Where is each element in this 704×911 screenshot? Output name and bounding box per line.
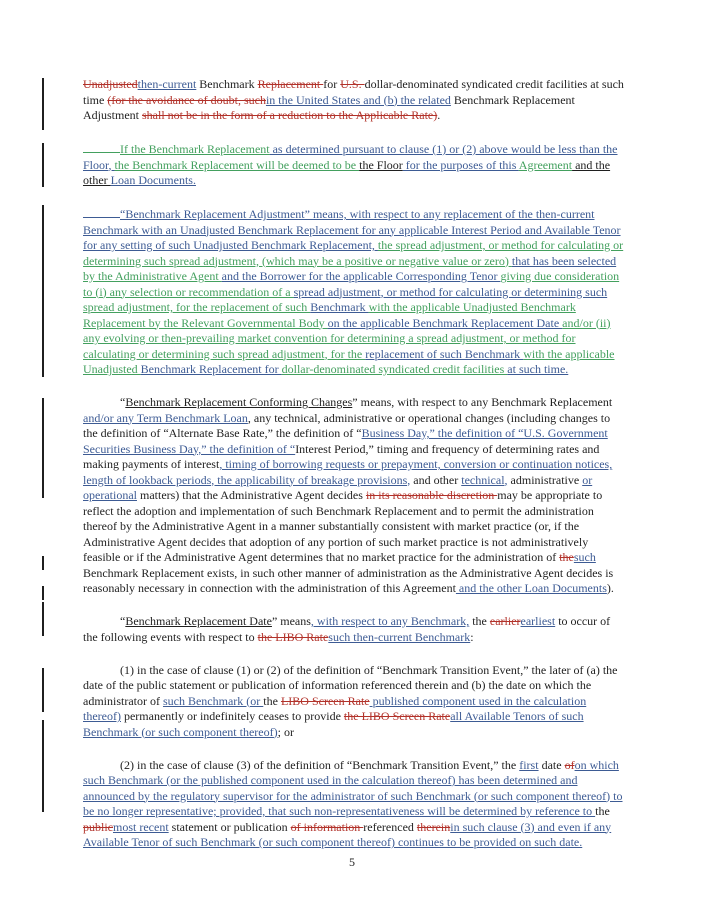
inserted-text-blue: in such clause (3) and even if any Available Tenor of such Benchmark (or such component thereof) continues to be provided on such date. [83,819,612,849]
inserted-text-blue: Benchmark Replacement for [140,362,282,376]
unchanged-text: ” means, with respect to any Benchmark Replacement [352,395,613,409]
unchanged-text: “ [120,614,126,628]
deleted-text: Replacement [257,77,324,91]
unchanged-text: Benchmark Replacement exists, in such other manner of administration as the Administrative Agent decides is reasonably necessary in connection with the administration of this Agreement [83,565,614,595]
inserted-text-blue: and the Borrower for the applicable Corresponding Tenor [221,269,501,283]
change-bar [42,556,44,570]
first-line-tab [83,139,120,153]
unchanged-text: . [437,108,441,122]
deleted-text: of [564,757,575,772]
document-text [83,77,627,866]
deleted-text: in its reasonable discretion [365,488,498,502]
inserted-text-green: with the applicable Unadjusted [83,346,615,376]
inserted-text-green: the Benchmark Replacement will be deemed to be [114,157,360,172]
inserted-text-blue: and/or any Term Benchmark Loan [83,410,248,425]
first-line-tab [83,661,120,674]
unchanged-text: referenced [363,819,417,834]
inserted-text-green: with the applicable Unadjusted Benchmark Replacement by the Relevant Governmental Body [83,300,576,330]
unchanged-text: ; or [277,724,294,739]
inserted-text-blue: as determined pursuant to clause (1) or (2) above would be less than the Floor, [83,142,618,172]
first-line-tab [83,204,120,218]
change-bar [42,78,44,130]
unchanged-underlined-text: and the other [83,157,611,187]
inserted-text-green: the spread adjustment, or method for calculating or determining such spread adjustment, (which may be a positive or negative value or zero) [83,238,624,268]
inserted-text-blue: published component used in the calculation thereof) [83,693,587,723]
unchanged-text: , any technical, administrative or operational changes (including changes to the definition of “Alternate Base Rate,” the definition of “ [83,410,611,440]
inserted-text-green: If the Benchmark Replacement [120,142,270,156]
unchanged-underlined-text: the Floor [359,157,403,172]
unchanged-text: statement or publication [168,819,291,834]
change-bar [42,205,44,377]
page-number: 5 [349,855,355,869]
inserted-text-blue: replacement of such Benchmark [365,346,524,361]
unchanged-text: date [538,757,565,772]
unchanged-text: administrative [507,472,583,487]
inserted-text-blue: “Benchmark Replacement Adjustment” means, with respect to any replacement of the then-current Benchmark with an Unadjusted Benchmark Replacement for any applicable Interest Period and Available Tenor for any setting of such Unadjusted Benchmark Replacement, [83,207,621,252]
inserted-text-green: and/or (ii) any evolving or then-prevailing market convention for determining a spread adjustment, or method for calculating or determining such spread adjustment, for the [83,315,611,361]
unchanged-text: Interest Period,” timing and frequency of determining rates and making payments of interest [83,441,600,471]
deleted-text: shall not be in the form of a reduction to the Applicable Rate) [142,108,438,122]
unchanged-text: “ [120,395,126,409]
change-bar [42,720,44,812]
deleted-text: earlier [489,614,521,628]
unchanged-text: (2) in the case of clause (3) of the definition of “Benchmark Transition Event,” the [120,757,520,772]
unchanged-underlined-text: Benchmark Replacement Date [125,614,272,628]
inserted-text-blue: Business Day,” the definition of “U.S. Government Securities Business Day,” the definition of “ [83,426,608,456]
paragraph-5 [83,612,627,645]
inserted-text-green: Agreement [518,157,573,172]
deleted-text: U.S. [340,77,365,91]
inserted-text-blue: on the applicable Benchmark Replacement Date [327,315,563,330]
unchanged-text: dollar-denominated syndicated credit facilities at such time [83,77,624,107]
inserted-text-green: dollar-denominated syndicated credit facilities [281,362,508,376]
unchanged-text: the [595,804,610,818]
first-line-tab [83,756,120,769]
unchanged-text: the [263,693,281,708]
paragraph-2 [83,139,627,189]
inserted-text-blue: Benchmark [310,300,369,314]
unchanged-underlined-text: Benchmark Replacement Conforming Changes [125,395,353,409]
deleted-text: the LIBO Screen Rate [343,709,451,723]
deleted-text: Unadjusted [83,77,138,91]
inserted-text-blue: all Available Tenors of such Benchmark (or such component thereof) [83,709,584,739]
unchanged-text: the [469,614,490,628]
unchanged-text: matters) that the Administrative Agent decides [136,488,366,502]
inserted-text-blue: such then-current Benchmark [328,629,471,644]
inserted-text-blue: , timing of borrowing requests or prepayment, conversion or continuation notices, length of lookback periods, the applicability of breakage provisions, [83,457,613,487]
inserted-text-blue: in the United States and (b) the related [265,92,451,107]
unchanged-text: ). [606,581,614,595]
change-bar [42,586,44,600]
paragraph-6 [83,661,627,741]
inserted-text-blue: on which such Benchmark (or the published component used in the calculation thereof) has been determined and announced by the regulatory supervisor for the administrator of such Benchmark (or such component thereof) to be no longer representative; provided, that such non-representativeness will be determined by reference to [83,757,623,818]
inserted-text-green: giving due consideration to (i) any selection or recommendation of a [83,269,620,299]
change-bar [42,143,44,187]
unchanged-text: may be appropriate to reflect the adoption and implementation of such Benchmark Replacement and to permit the administration thereof by the Administrative Agent in a manner substantially consistent with market practice (or, if the Administrative Agent decides that adoption of any portion of such market practice is not administratively feasible or if the Administrative Agent determines that no market practice for the administration of [83,488,603,564]
unchanged-text: and other [410,472,462,487]
inserted-text-blue: Loan Documents. [110,173,196,187]
unchanged-text: (1) in the case of clause (1) or (2) of the definition of “Benchmark Transition Event,” the later of (a) the date of the public statement or publication of information referenced therein and (b) the date on which the administrator of [83,662,618,708]
inserted-text-blue: earliest [520,614,556,628]
paragraph-7 [83,756,627,851]
deleted-text: LIBO Screen Rate [280,693,370,708]
unchanged-text: permanently or indefinitely ceases to provide [120,709,344,723]
inserted-text-blue: at such time. [507,362,569,376]
deleted-text: the [559,550,574,564]
inserted-text-blue: such Benchmark (or [162,693,264,708]
inserted-text-blue: then-current [137,77,197,91]
inserted-text-blue: first [519,757,539,772]
first-line-tab [83,393,120,406]
first-line-tab [83,612,120,625]
inserted-text-blue: spread adjustment, or method for calculating or determining such [293,284,608,299]
inserted-text-blue: , with respect to any Benchmark, [310,614,470,628]
deleted-text: the LIBO Rate [257,629,329,644]
inserted-text-blue: and the other Loan Documents [455,581,607,595]
inserted-text-blue: most recent [113,819,169,834]
unchanged-text: Benchmark [196,77,258,91]
unchanged-text: for [323,77,341,91]
unchanged-text: ” means [271,614,311,628]
change-bar [42,398,44,498]
deleted-text: therein [416,819,451,834]
change-bar [42,602,44,636]
inserted-text-green: spread adjustment, for the replacement of such [83,300,311,314]
inserted-text-blue: such [573,550,596,564]
change-bar [42,668,44,712]
unchanged-text: : [470,629,474,644]
inserted-text-blue: or operational [83,472,593,502]
inserted-text-blue: for the purposes of this [402,157,519,172]
paragraph-4 [83,393,627,597]
paragraph-1 [83,77,627,124]
deleted-text: (for the avoidance of doubt, such [107,92,266,107]
unchanged-text: Benchmark Replacement Adjustment [83,92,575,122]
inserted-text-blue: technical, [461,472,508,487]
inserted-text-green: by the Administrative Agent [83,269,222,283]
deleted-text: of information [290,819,364,834]
unchanged-text: to occur of the following events with respect to [83,614,611,644]
paragraph-3 [83,204,627,378]
deleted-text: public [83,819,113,834]
inserted-text-blue: that has been selected [511,253,617,268]
